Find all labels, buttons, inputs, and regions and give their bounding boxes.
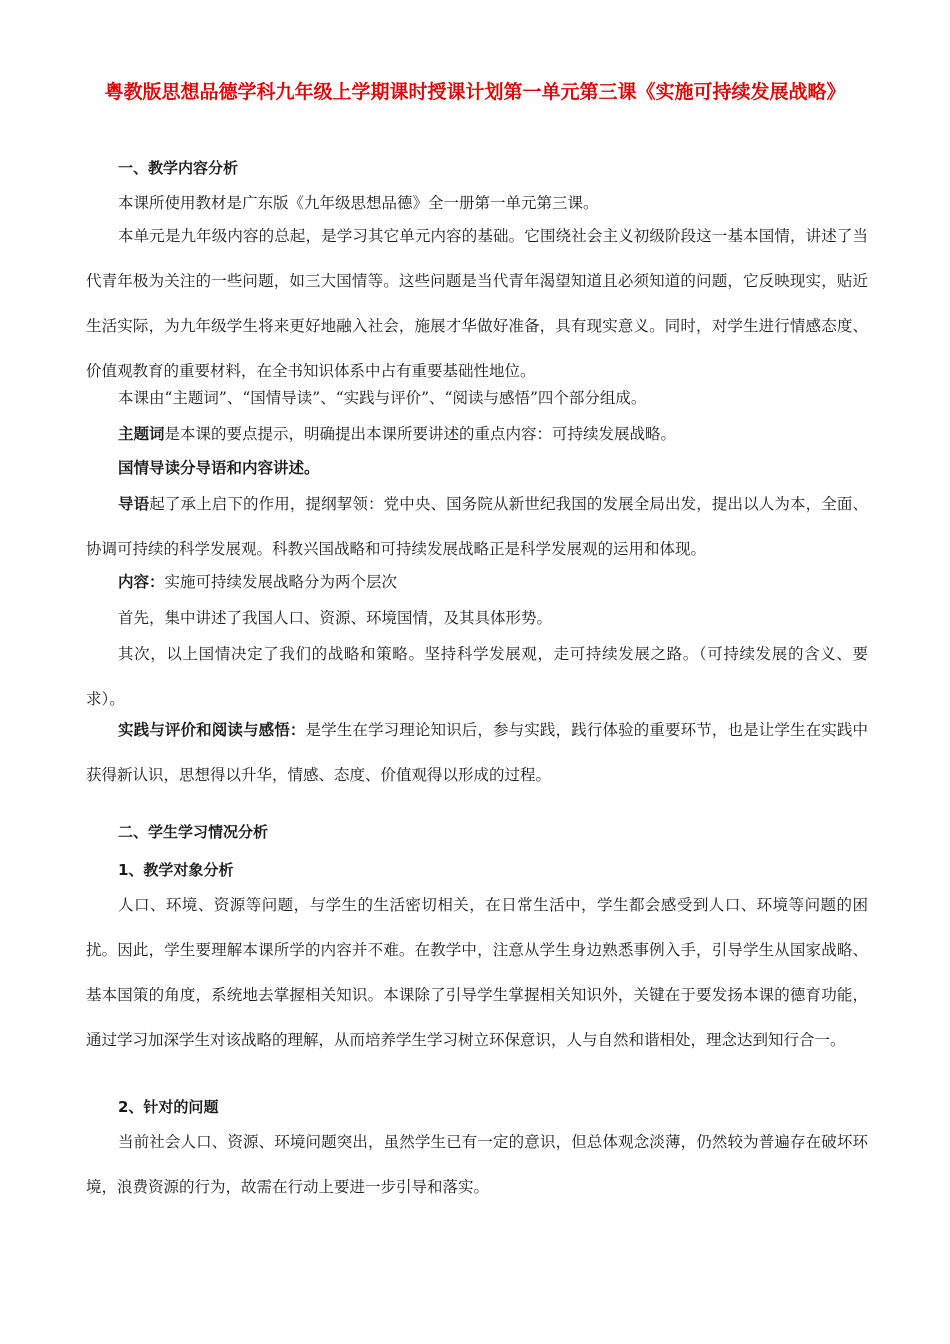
introduction-label: 导语 <box>118 495 150 513</box>
paragraph-national-reading: 国情导读分导语和内容讲述。 <box>118 459 320 477</box>
section1-heading: 一、教学内容分析 <box>118 159 239 177</box>
practice-text: 是学生在学习理论知识后，参与实践，践行体验的重要环节，也是让学生在实践中获得新认识，思想得以升华，情感、态度、价值观得以形成的过程。 <box>86 721 868 784</box>
subsection2-heading: 2、针对的问题 <box>118 1098 219 1116</box>
subsection1-heading: 1、教学对象分析 <box>118 861 234 879</box>
paragraph-unit-overview: 本单元是九年级内容的总起，是学习其它单元内容的基础。它围绕社会主义初级阶段这一基本国情，讲述了当代青年极为关注的一些问题，如三大国情等。这些问题是当代青年渴望知道且必须知道的问题，它反映现实，贴近生活实际，为九年级学生将来更好地融入社会，施展才华做好准备，具有现实意义。同时，对学生进行情感态度、价值观教育的重要材料，在全书知识体系中占有重要基础性地位。 <box>86 227 868 380</box>
section2-heading: 二、学生学习情况分析 <box>118 823 269 841</box>
paragraph-practice <box>86 708 868 798</box>
paragraph-first: 首先，集中讲述了我国人口、资源、环境国情，及其具体形势。 <box>118 609 553 627</box>
paragraph-introduction <box>86 482 868 572</box>
theme-word-text: 是本课的要点提示，明确提出本课所要讲述的重点内容：可持续发展战略。 <box>164 425 677 443</box>
theme-word-label: 主题词 <box>118 425 165 443</box>
paragraph-problems: 当前社会人口、资源、环境问题突出，虽然学生已有一定的意识，但总体观念淡薄，仍然较为普遍存在破坏环境，浪费资源的行为，故需在行动上要进一步引导和落实。 <box>86 1133 868 1196</box>
paragraph-textbook: 本课所使用教材是广东版《九年级思想品德》全一册第一单元第三课。 <box>118 194 599 212</box>
practice-label: 实践与评价和阅读与感悟： <box>118 721 306 739</box>
paragraph-lesson-structure: 本课由“主题词”、“国情导读”、“实践与评价”、“阅读与感悟”四个部分组成。 <box>118 389 647 407</box>
content-label: 内容： <box>118 573 165 591</box>
paragraph-teaching-target: 人口、环境、资源等问题，与学生的生活密切相关，在日常生活中，学生都会感受到人口、环境等问题的困扰。因此，学生要理解本课所学的内容并不难。在教学中，注意从学生身边熟悉事例入手，引导学生从国家战略、基本国策的角度，系统地去掌握相关知识。本课除了引导学生掌握相关知识外，关键在于要发扬本课的德育功能，通过学习加深学生对该战略的理解，从而培养学生学习树立环保意识，人与自然和谐相处，理念达到知行合一。 <box>86 896 868 1049</box>
paragraph-second: 其次，以上国情决定了我们的战略和策略。坚持科学发展观，走可持续发展之路。（可持续发展的含义、要求）。 <box>86 645 868 708</box>
document-title: 粤教版思想品德学科九年级上学期课时授课计划第一单元第三课《实施可持续发展战略》 <box>104 81 846 103</box>
introduction-text: 起了承上启下的作用，提纲挈领：党中央、国务院从新世纪我国的发展全局出发，提出以人为本，全面、协调可持续的科学发展观。科教兴国战略和可持续发展战略正是科学发展观的运用和体现。 <box>86 495 868 558</box>
content-text: 实施可持续发展战略分为两个层次 <box>164 573 398 591</box>
